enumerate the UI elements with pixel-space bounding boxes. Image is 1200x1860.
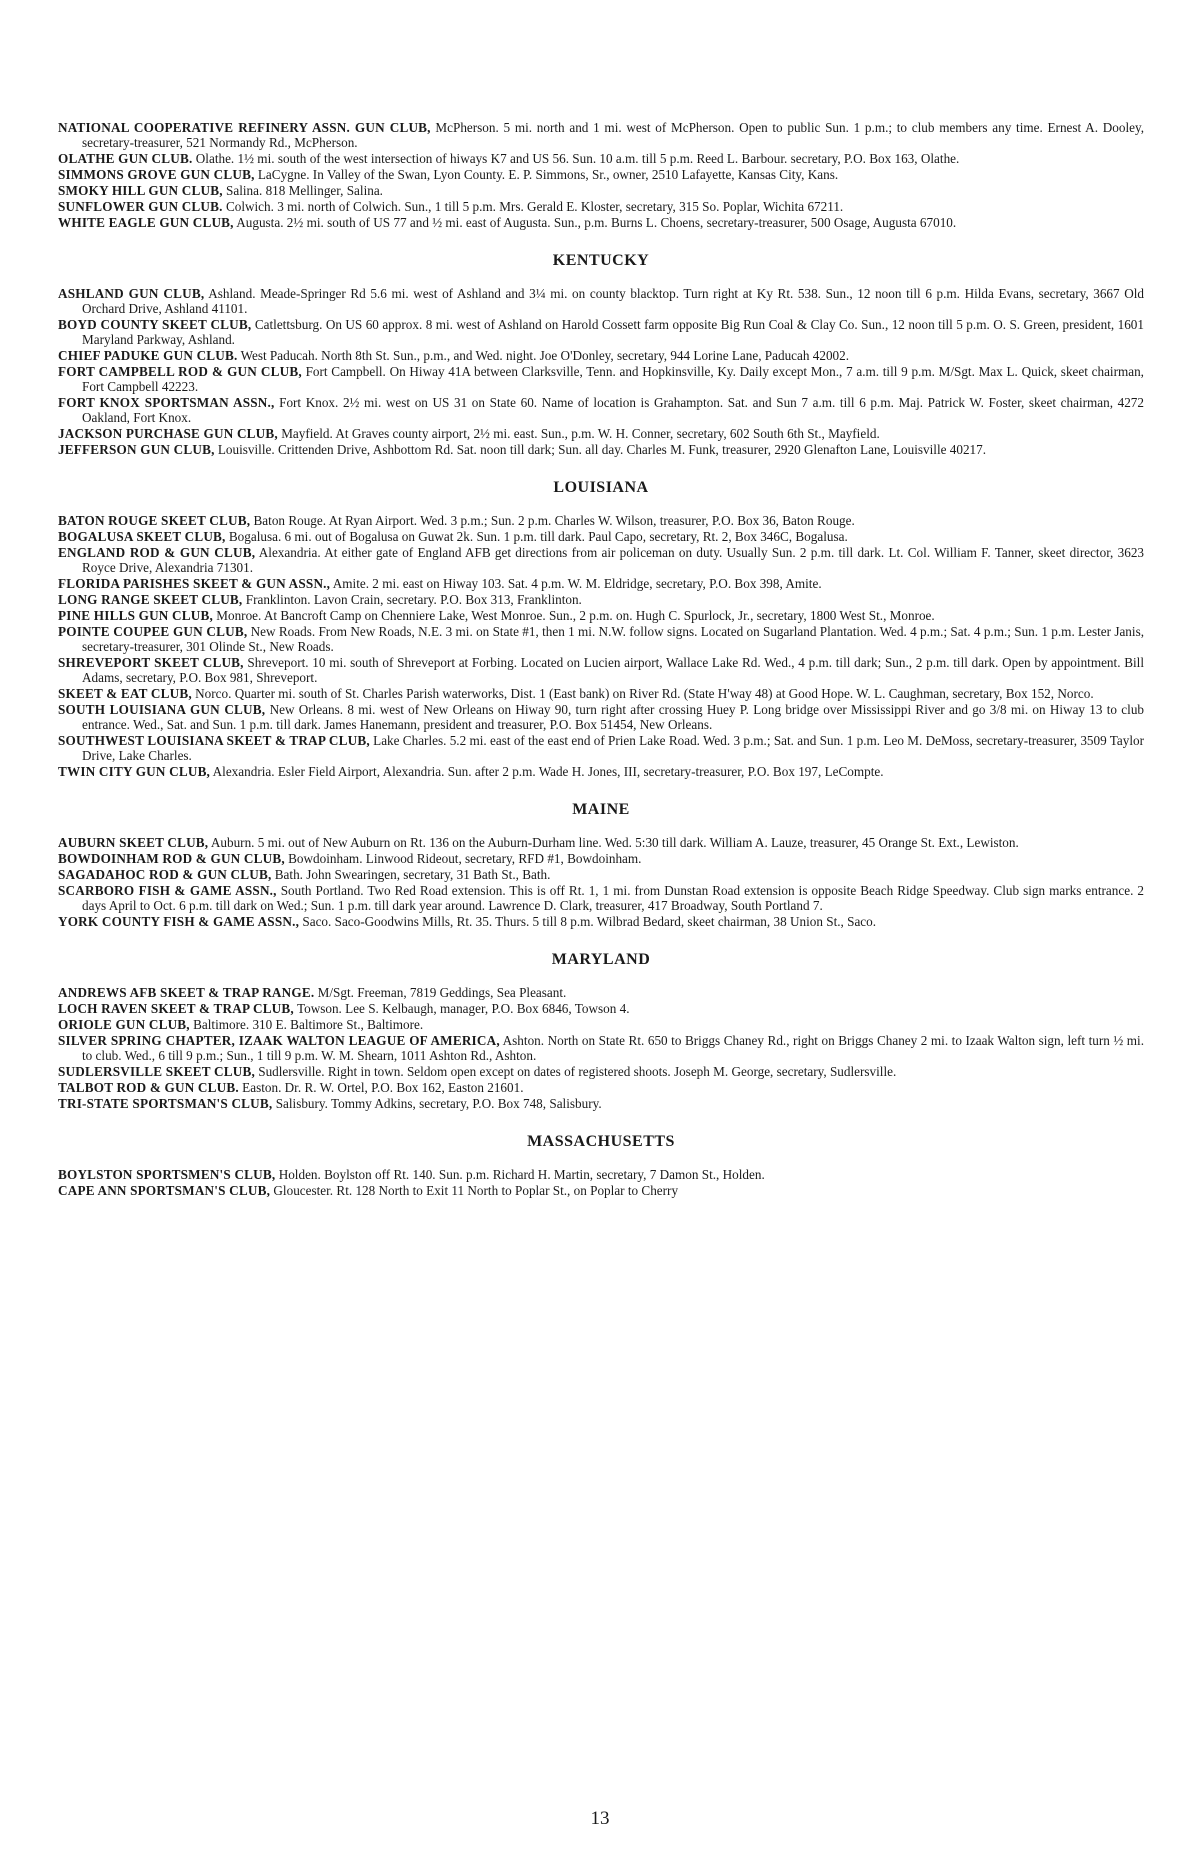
club-details: Bogalusa. 6 mi. out of Bogalusa on Guwat 2k. Sun. 1 p.m. till dark. Paul Capo, secretary, Rt. 2, Box 346C, Bogalusa. (228, 529, 848, 544)
club-name: ANDREWS AFB SKEET & TRAP RANGE. (58, 985, 315, 1000)
club-details: LaCygne. In Valley of the Swan, Lyon County. E. P. Simmons, Sr., owner, 2510 Lafayette, Kansas City, Kans. (257, 167, 839, 182)
club-name: SOUTH LOUISIANA GUN CLUB, (58, 702, 266, 717)
club-name: BOWDOINHAM ROD & GUN CLUB, (58, 851, 285, 866)
club-details: Fort Knox. 2½ mi. west on US 31 on State 60. Name of location is Grahampton. Sat. and Sun 7 a.m. till 6 p.m. Maj. Patrick W. Foster, skeet chairman, 4272 Oakland, Fort Knox. (82, 395, 1144, 425)
club-entry (58, 317, 1144, 347)
club-details: Easton. Dr. R. W. Ortel, P.O. Box 162, Easton 21601. (242, 1080, 524, 1095)
club-name: FORT KNOX SPORTSMAN ASSN., (58, 395, 275, 410)
club-details: Amite. 2 mi. east on Hiway 103. Sat. 4 p.m. W. M. Eldridge, secretary, P.O. Box 398, Amite. (332, 576, 822, 591)
page-number: 13 (590, 1808, 610, 1829)
club-entry (58, 624, 1144, 654)
section-maine (58, 801, 1144, 929)
club-name: SUNFLOWER GUN CLUB. (58, 199, 223, 214)
club-details: Ashland. Meade-Springer Rd 5.6 mi. west of Ashland and 3¼ mi. on county blacktop. Turn right at Ky Rt. 538. Sun., 12 noon till 6 p.m. Hilda Evans, secretary, 3667 Old Orchard Drive, Ashland 41101. (82, 286, 1145, 316)
club-entry (58, 655, 1144, 685)
club-details: Salina. 818 Mellinger, Salina. (226, 183, 383, 198)
club-entry (58, 851, 1144, 866)
club-name: ORIOLE GUN CLUB, (58, 1017, 190, 1032)
club-details: New Roads. From New Roads, N.E. 3 mi. on State #1, then 1 mi. N.W. follow signs. Located on Sugarland Plantation. Wed. 4 p.m.; Sat. 4 p.m.; Sun. 1 p.m. Lester Janis, secretary-treasurer, 301 Olinde St., New Roads. (82, 624, 1144, 654)
club-name: LOCH RAVEN SKEET & TRAP CLUB, (58, 1001, 294, 1016)
club-details: Franklinton. Lavon Crain, secretary. P.O. Box 313, Franklinton. (245, 592, 582, 607)
club-name: LONG RANGE SKEET CLUB, (58, 592, 243, 607)
club-entry (58, 686, 1144, 701)
club-entry (58, 1167, 1144, 1182)
club-details: Shreveport. 10 mi. south of Shreveport at Forbing. Located on Lucien airport, Wallace Lake Rd. Wed., 4 p.m. till dark; Sun., 2 p.m. till dark. Open by appointment. Bill Adams, secretary, P.O. Box 981, Shreveport. (82, 655, 1144, 685)
section-massachusetts (58, 1133, 1144, 1198)
club-details: Bowdoinham. Linwood Rideout, secretary, RFD #1, Bowdoinham. (288, 851, 642, 866)
club-details: Bath. John Swearingen, secretary, 31 Bath St., Bath. (274, 867, 551, 882)
club-details: Holden. Boylston off Rt. 140. Sun. p.m. Richard H. Martin, secretary, 7 Damon St., Holden. (278, 1167, 765, 1182)
club-name: OLATHE GUN CLUB. (58, 151, 193, 166)
club-details: Saco. Saco-Goodwins Mills, Rt. 35. Thurs. 5 till 8 p.m. Wilbrad Bedard, skeet chairman, 38 Union St., Saco. (302, 914, 877, 929)
club-entry (58, 733, 1144, 763)
club-details: Louisville. Crittenden Drive, Ashbottom Rd. Sat. noon till dark; Sun. all day. Charles M. Funk, treasurer, 2920 Glenafton Lane, Louisville 40217. (217, 442, 987, 457)
club-details: Auburn. 5 mi. out of New Auburn on Rt. 136 on the Auburn-Durham line. Wed. 5:30 till dark. William A. Lauze, treasurer, 45 Orange St. Ext., Lewiston. (210, 835, 1019, 850)
club-entry (58, 764, 1144, 779)
club-entry (58, 442, 1144, 457)
section-louisiana (58, 479, 1144, 779)
directory-page (58, 120, 1144, 1199)
club-entry (58, 1096, 1144, 1111)
club-name: TRI-STATE SPORTSMAN'S CLUB, (58, 1096, 273, 1111)
club-name: SHREVEPORT SKEET CLUB, (58, 655, 244, 670)
club-name: ENGLAND ROD & GUN CLUB, (58, 545, 256, 560)
club-entry (58, 835, 1144, 850)
club-name: SIMMONS GROVE GUN CLUB, (58, 167, 255, 182)
club-entry (58, 183, 1144, 198)
state-heading: LOUISIANA (553, 479, 649, 496)
club-name: SKEET & EAT CLUB, (58, 686, 192, 701)
section-maryland (58, 951, 1144, 1111)
section-kentucky (58, 252, 1144, 457)
club-details: Fort Campbell. On Hiway 41A between Clarksville, Tenn. and Hopkinsville, Ky. Daily except Mon., 7 a.m. till 9 p.m. M/Sgt. Max L. Quick, skeet chairman, Fort Campbell 42223. (82, 364, 1144, 394)
club-name: SAGADAHOC ROD & GUN CLUB, (58, 867, 272, 882)
club-name: FLORIDA PARISHES SKEET & GUN ASSN., (58, 576, 331, 591)
club-name: SUDLERSVILLE SKEET CLUB, (58, 1064, 255, 1079)
club-name: NATIONAL COOPERATIVE REFINERY ASSN. GUN CLUB, (58, 120, 431, 135)
club-entry (58, 608, 1144, 623)
club-details: Colwich. 3 mi. north of Colwich. Sun., 1 till 5 p.m. Mrs. Gerald E. Kloster, secretary, 315 So. Poplar, Wichita 67211. (225, 199, 844, 214)
club-details: Sudlersville. Right in town. Seldom open except on dates of registered shoots. Joseph M. George, secretary, Sudlersville. (258, 1064, 897, 1079)
club-name: AUBURN SKEET CLUB, (58, 835, 209, 850)
club-name: PINE HILLS GUN CLUB, (58, 608, 213, 623)
club-name: POINTE COUPEE GUN CLUB, (58, 624, 248, 639)
club-name: BOYLSTON SPORTSMEN'S CLUB, (58, 1167, 276, 1182)
club-name: SCARBORO FISH & GAME ASSN., (58, 883, 277, 898)
club-name: YORK COUNTY FISH & GAME ASSN., (58, 914, 300, 929)
state-heading: MARYLAND (551, 951, 651, 968)
club-details: Gloucester. Rt. 128 North to Exit 11 North to Poplar St., on Poplar to Cherry (273, 1183, 679, 1198)
club-entry (58, 545, 1144, 575)
club-name: JEFFERSON GUN CLUB, (58, 442, 215, 457)
club-details: Salisbury. Tommy Adkins, secretary, P.O. Box 748, Salisbury. (275, 1096, 602, 1111)
club-entry (58, 529, 1144, 544)
club-name: FORT CAMPBELL ROD & GUN CLUB, (58, 364, 302, 379)
club-name: BOGALUSA SKEET CLUB, (58, 529, 226, 544)
club-details: M/Sgt. Freeman, 7819 Geddings, Sea Pleasant. (317, 985, 567, 1000)
club-entry (58, 348, 1144, 363)
club-entry (58, 151, 1144, 166)
club-name: CAPE ANN SPORTSMAN'S CLUB, (58, 1183, 271, 1198)
club-entry (58, 1183, 1144, 1198)
club-name: SMOKY HILL GUN CLUB, (58, 183, 223, 198)
club-entry (58, 1001, 1144, 1016)
state-heading: KENTUCKY (552, 252, 650, 269)
club-details: Ashton. North on State Rt. 650 to Briggs Chaney Rd., right on Briggs Chaney 2 mi. to Izaak Walton sign, left turn ½ mi. to club. Wed., 6 till 9 p.m.; Sun., 1 till 9 p.m. W. M. Shearn, 1011 Ashton Rd., Ashton. (82, 1033, 1145, 1063)
club-entry (58, 167, 1144, 182)
club-name: ASHLAND GUN CLUB, (58, 286, 205, 301)
club-entry (58, 395, 1144, 425)
section-kansas-continued (58, 120, 1144, 230)
club-entry (58, 199, 1144, 214)
club-entry (58, 120, 1144, 150)
club-details: Olathe. 1½ mi. south of the west intersection of hiways K7 and US 56. Sun. 10 a.m. till 5 p.m. Reed L. Barbour. secretary, P.O. Box 163, Olathe. (195, 151, 960, 166)
club-name: BATON ROUGE SKEET CLUB, (58, 513, 251, 528)
club-entry (58, 364, 1144, 394)
club-entry (58, 702, 1144, 732)
club-entry (58, 592, 1144, 607)
club-name: SOUTHWEST LOUISIANA SKEET & TRAP CLUB, (58, 733, 370, 748)
club-entry (58, 1017, 1144, 1032)
club-details: Baltimore. 310 E. Baltimore St., Baltimore. (193, 1017, 424, 1032)
club-name: WHITE EAGLE GUN CLUB, (58, 215, 234, 230)
club-details: Catlettsburg. On US 60 approx. 8 mi. west of Ashland on Harold Cossett farm opposite Big Run Coal & Clay Co. Sun., 12 noon till 5 p.m. O. S. Green, president, 1601 Maryland Parkway, Ashland. (82, 317, 1144, 347)
club-details: West Paducah. North 8th St. Sun., p.m., and Wed. night. Joe O'Donley, secretary, 944 Lorine Lane, Paducah 42002. (240, 348, 850, 363)
club-entry (58, 985, 1144, 1000)
club-entry (58, 914, 1144, 929)
club-entry (58, 215, 1144, 230)
club-entry (58, 576, 1144, 591)
club-entry (58, 1033, 1144, 1063)
club-name: CHIEF PADUKE GUN CLUB. (58, 348, 238, 363)
club-name: TWIN CITY GUN CLUB, (58, 764, 211, 779)
club-details: McPherson. 5 mi. north and 1 mi. west of McPherson. Open to public Sun. 1 p.m.; to club members any time. Ernest A. Dooley, secretary-treasurer, 521 Normandy Rd., McPherson. (82, 120, 1144, 150)
club-entry (58, 867, 1144, 882)
club-details: New Orleans. 8 mi. west of New Orleans on Hiway 90, turn right after crossing Huey P. Long bridge over Mississippi River and go 3/8 mi. on Hiway 13 to club entrance. Wed., Sat. and Sun. 1 p.m. till dark. James Hanemann, president and treasurer, P.O. Box 51454, New Orleans. (82, 702, 1145, 732)
club-details: Monroe. At Bancroft Camp on Chenniere Lake, West Monroe. Sun., 2 p.m. on. Hugh C. Spurlock, Jr., secretary, 1800 West St., Monroe. (216, 608, 935, 623)
state-heading: MASSACHUSETTS (527, 1133, 675, 1150)
club-name: JACKSON PURCHASE GUN CLUB, (58, 426, 278, 441)
club-entry (58, 1080, 1144, 1095)
club-details: Mayfield. At Graves county airport, 2½ mi. east. Sun., p.m. W. H. Conner, secretary, 602 South 6th St., Mayfield. (281, 426, 880, 441)
club-name: SILVER SPRING CHAPTER, IZAAK WALTON LEAGUE OF AMERICA, (58, 1033, 500, 1048)
club-entry (58, 1064, 1144, 1079)
club-details: Norco. Quarter mi. south of St. Charles Parish waterworks, Dist. 1 (East bank) on River Rd. (State H'way 48) at Good Hope. W. L. Caughman, secretary, Box 152, Norco. (195, 686, 1094, 701)
state-heading: MAINE (572, 801, 630, 818)
club-details: Alexandria. At either gate of England AFB get directions from air policeman on duty. Usually Sun. 2 p.m. till dark. Lt. Col. William F. Tanner, skeet director, 3623 Royce Drive, Alexandria 71301. (82, 545, 1145, 575)
club-details: Baton Rouge. At Ryan Airport. Wed. 3 p.m.; Sun. 2 p.m. Charles W. Wilson, treasurer, P.O. Box 36, Baton Rouge. (253, 513, 855, 528)
club-details: Lake Charles. 5.2 mi. east of the east end of Prien Lake Road. Wed. 3 p.m.; Sat. and Sun. 1 p.m. Leo M. DeMoss, secretary-treasurer, 3509 Taylor Drive, Lake Charles. (82, 733, 1144, 763)
club-name: TALBOT ROD & GUN CLUB. (58, 1080, 239, 1095)
club-details: Augusta. 2½ mi. south of US 77 and ½ mi. east of Augusta. Sun., p.m. Burns L. Choens, secretary-treasurer, 500 Osage, Augusta 67010. (236, 215, 957, 230)
club-entry (58, 513, 1144, 528)
club-name: BOYD COUNTY SKEET CLUB, (58, 317, 252, 332)
club-entry (58, 426, 1144, 441)
club-entry (58, 286, 1144, 316)
club-details: Towson. Lee S. Kelbaugh, manager, P.O. Box 6846, Towson 4. (296, 1001, 630, 1016)
club-details: South Portland. Two Red Road extension. This is off Rt. 1, 1 mi. from Dunstan Road extension is opposite Beach Ridge Speedway. Club sign marks entrance. 2 days April to Oct. 6 p.m. till dark on Wed.; Sun. 1 p.m. till dark year around. Lawrence D. Clark, treasurer, 417 Broadway, South Portland 7. (82, 883, 1144, 913)
club-details: Alexandria. Esler Field Airport, Alexandria. Sun. after 2 p.m. Wade H. Jones, III, secretary-treasurer, P.O. Box 197, LeCompte. (212, 764, 884, 779)
club-entry (58, 883, 1144, 913)
